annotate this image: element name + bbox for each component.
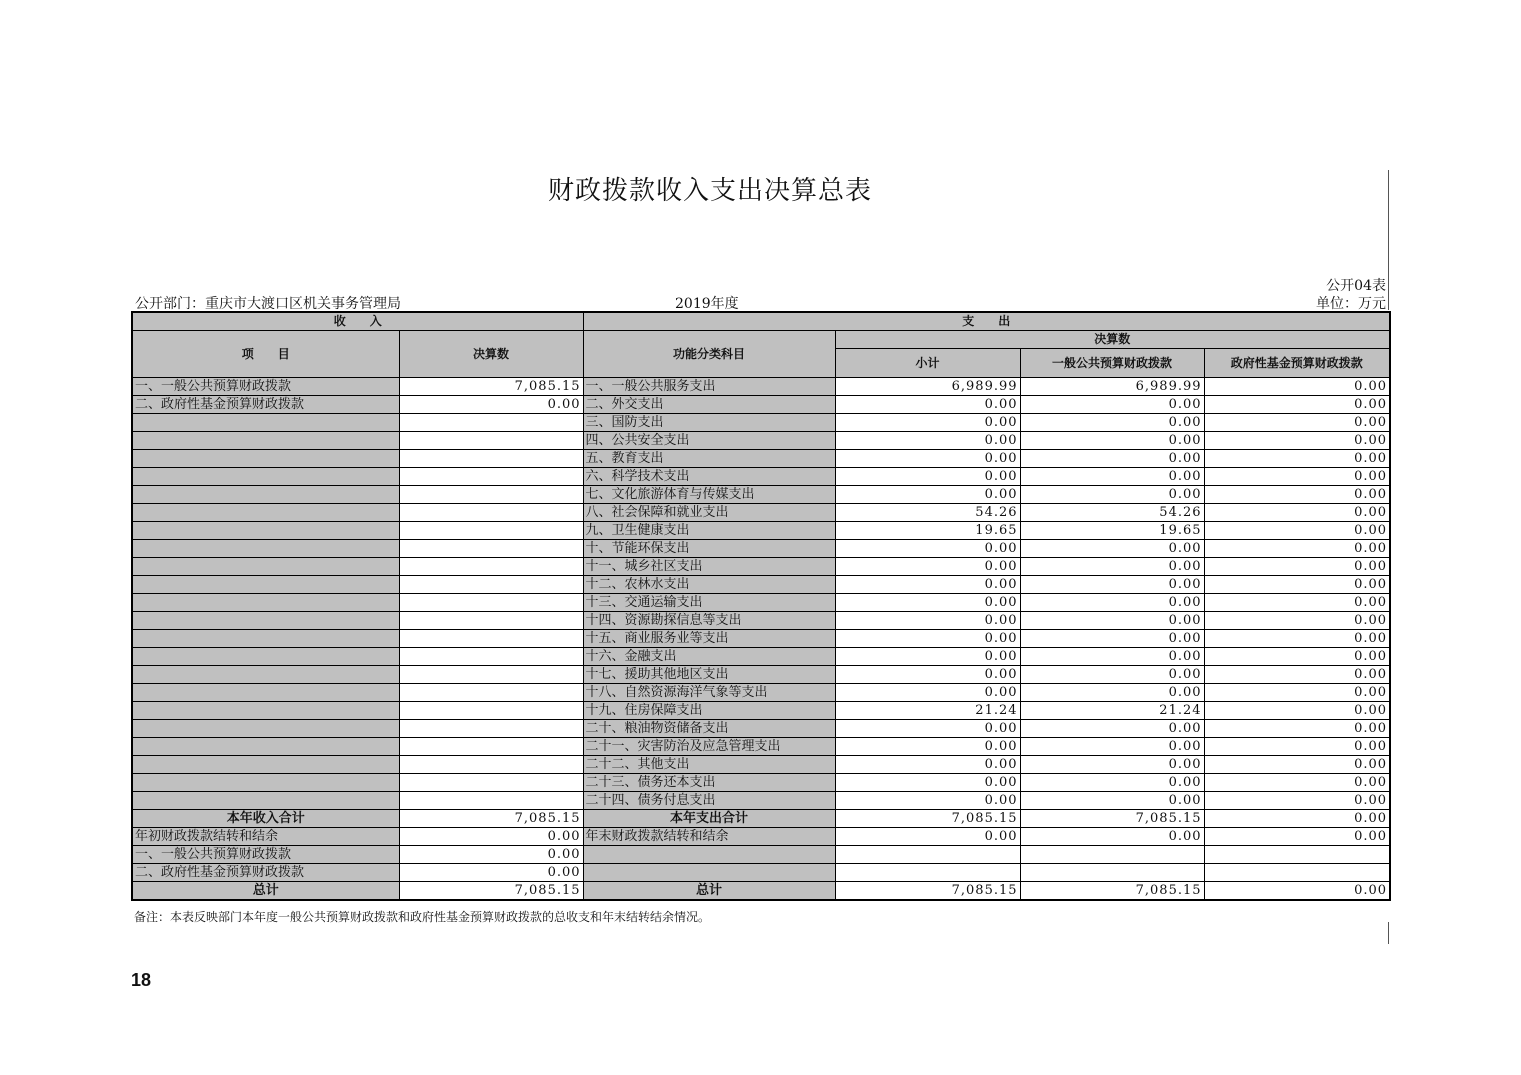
expense-fund: 0.00: [1204, 666, 1390, 684]
expense-fund: 0.00: [1204, 396, 1390, 414]
year-income-amount: 7,085.15: [399, 810, 583, 828]
gov-fund-header: 政府性基金预算财政拨款: [1204, 349, 1390, 378]
expense-fund: 0.00: [1204, 630, 1390, 648]
expense-subtotal: 0.00: [835, 432, 1020, 450]
table-row: [132, 522, 1390, 540]
expense-general: 0.00: [1020, 540, 1204, 558]
expense-item: 五、教育支出: [583, 450, 835, 468]
settlement-header: 决算数: [835, 331, 1390, 349]
end-balance-fund: 0.00: [1204, 828, 1390, 846]
empty-cell: [1020, 864, 1204, 882]
income-item: [132, 450, 399, 468]
expense-general: 0.00: [1020, 720, 1204, 738]
empty-cell: [1204, 864, 1390, 882]
expense-general: 0.00: [1020, 630, 1204, 648]
income-amount: [399, 594, 583, 612]
func-subject-header: 功能分类科目: [583, 331, 835, 378]
expense-subtotal: 0.00: [835, 684, 1020, 702]
income-amount: [399, 648, 583, 666]
expense-fund: 0.00: [1204, 486, 1390, 504]
expense-subtotal: 0.00: [835, 756, 1020, 774]
expense-general: 19.65: [1020, 522, 1204, 540]
expense-general: 0.00: [1020, 576, 1204, 594]
amount-header: 决算数: [399, 331, 583, 378]
income-amount: [399, 684, 583, 702]
expense-general: 0.00: [1020, 684, 1204, 702]
empty-cell: [583, 864, 835, 882]
table-row: [132, 666, 1390, 684]
expense-general: 6,989.99: [1020, 378, 1204, 396]
income-amount: [399, 486, 583, 504]
expense-item: 三、国防支出: [583, 414, 835, 432]
expense-subtotal: 0.00: [835, 666, 1020, 684]
begin-fund-row: [132, 864, 1390, 882]
expense-header: 支 出: [583, 312, 1390, 331]
table-row: [132, 414, 1390, 432]
item-header: 项 目: [132, 331, 399, 378]
table-row: [132, 774, 1390, 792]
expense-general: 0.00: [1020, 666, 1204, 684]
income-item: [132, 522, 399, 540]
expense-item: 十五、商业服务业等支出: [583, 630, 835, 648]
table-row: [132, 378, 1390, 396]
grand-expense-fund: 0.00: [1204, 882, 1390, 901]
end-balance-subtotal: 0.00: [835, 828, 1020, 846]
expense-item: 十一、城乡社区支出: [583, 558, 835, 576]
income-item: [132, 486, 399, 504]
expense-subtotal: 0.00: [835, 450, 1020, 468]
begin-balance-amount: 0.00: [399, 828, 583, 846]
year-total-row: [132, 810, 1390, 828]
expense-general: 0.00: [1020, 396, 1204, 414]
expense-fund: 0.00: [1204, 774, 1390, 792]
table-row: [132, 684, 1390, 702]
expense-fund: 0.00: [1204, 522, 1390, 540]
income-amount: [399, 738, 583, 756]
expense-fund: 0.00: [1204, 414, 1390, 432]
department-label: 公开部门：重庆市大渡口区机关事务管理局: [135, 296, 401, 312]
page-title: 财政拨款收入支出决算总表: [547, 176, 872, 206]
end-balance-general: 0.00: [1020, 828, 1204, 846]
right-margin-line-bottom: [1388, 922, 1389, 944]
expense-subtotal: 0.00: [835, 612, 1020, 630]
income-item: [132, 540, 399, 558]
expense-subtotal: 0.00: [835, 630, 1020, 648]
expense-subtotal: 19.65: [835, 522, 1020, 540]
table-row: [132, 576, 1390, 594]
expense-subtotal: 0.00: [835, 540, 1020, 558]
income-amount: 7,085.15: [399, 378, 583, 396]
expense-fund: 0.00: [1204, 720, 1390, 738]
expense-general: 0.00: [1020, 738, 1204, 756]
expense-fund: 0.00: [1204, 558, 1390, 576]
expense-item: 二十二、其他支出: [583, 756, 835, 774]
expense-fund: 0.00: [1204, 702, 1390, 720]
expense-subtotal: 0.00: [835, 486, 1020, 504]
income-amount: [399, 432, 583, 450]
expense-general: 0.00: [1020, 468, 1204, 486]
expense-subtotal: 0.00: [835, 558, 1020, 576]
income-amount: [399, 630, 583, 648]
income-amount: [399, 612, 583, 630]
begin-general-row: [132, 846, 1390, 864]
grand-expense-subtotal: 7,085.15: [835, 882, 1020, 901]
expense-subtotal: 0.00: [835, 594, 1020, 612]
expense-subtotal: 0.00: [835, 648, 1020, 666]
income-amount: [399, 774, 583, 792]
begin-general-label: 一、一般公共预算财政拨款: [132, 846, 399, 864]
expense-fund: 0.00: [1204, 576, 1390, 594]
income-item: [132, 666, 399, 684]
income-item: [132, 414, 399, 432]
expense-general: 0.00: [1020, 774, 1204, 792]
expense-fund: 0.00: [1204, 450, 1390, 468]
expense-fund: 0.00: [1204, 594, 1390, 612]
expense-item: 十九、住房保障支出: [583, 702, 835, 720]
year-expense-fund: 0.00: [1204, 810, 1390, 828]
expense-fund: 0.00: [1204, 648, 1390, 666]
income-amount: 0.00: [399, 396, 583, 414]
grand-income-label: 总计: [132, 882, 399, 901]
income-amount: [399, 522, 583, 540]
expense-subtotal: 0.00: [835, 774, 1020, 792]
expense-item: 十三、交通运输支出: [583, 594, 835, 612]
income-amount: [399, 576, 583, 594]
expense-subtotal: 0.00: [835, 468, 1020, 486]
page-number: 18: [131, 970, 152, 990]
begin-balance-label: 年初财政拨款结转和结余: [132, 828, 399, 846]
table-row: [132, 468, 1390, 486]
income-item: [132, 756, 399, 774]
right-margin-line: [1388, 170, 1389, 310]
begin-fund-amount: 0.00: [399, 864, 583, 882]
income-amount: [399, 414, 583, 432]
header-row-2: [132, 331, 1390, 349]
expense-fund: 0.00: [1204, 612, 1390, 630]
year-expense-general: 7,085.15: [1020, 810, 1204, 828]
empty-cell: [1204, 846, 1390, 864]
general-budget-header: 一般公共预算财政拨款: [1020, 349, 1204, 378]
expense-general: 0.00: [1020, 414, 1204, 432]
table-row: [132, 432, 1390, 450]
income-item: 一、一般公共预算财政拨款: [132, 378, 399, 396]
table-row: [132, 450, 1390, 468]
income-item: [132, 738, 399, 756]
expense-fund: 0.00: [1204, 432, 1390, 450]
expense-subtotal: 0.00: [835, 792, 1020, 810]
table-row: [132, 738, 1390, 756]
income-item: [132, 684, 399, 702]
income-amount: [399, 540, 583, 558]
table-row: [132, 486, 1390, 504]
expense-general: 21.24: [1020, 702, 1204, 720]
table-row: [132, 594, 1390, 612]
empty-cell: [1020, 846, 1204, 864]
expense-subtotal: 21.24: [835, 702, 1020, 720]
income-amount: [399, 468, 583, 486]
expense-general: 0.00: [1020, 756, 1204, 774]
balance-row: [132, 828, 1390, 846]
expense-item: 四、公共安全支出: [583, 432, 835, 450]
expense-general: 0.00: [1020, 432, 1204, 450]
table-body: [132, 312, 1390, 810]
expense-general: 0.00: [1020, 450, 1204, 468]
expense-item: 十二、农林水支出: [583, 576, 835, 594]
table-row: [132, 720, 1390, 738]
empty-cell: [583, 846, 835, 864]
expense-item: 二、外交支出: [583, 396, 835, 414]
empty-cell: [835, 864, 1020, 882]
table-note: 备注：本表反映部门本年度一般公共预算财政拨款和政府性基金预算财政拨款的总收支和年末结转结余情况。: [134, 910, 711, 924]
empty-cell: [835, 846, 1020, 864]
income-amount: [399, 504, 583, 522]
year-expense-label: 本年支出合计: [583, 810, 835, 828]
income-item: [132, 720, 399, 738]
table-row: [132, 612, 1390, 630]
expense-item: 二十一、灾害防治及应急管理支出: [583, 738, 835, 756]
income-amount: [399, 720, 583, 738]
expense-fund: 0.00: [1204, 738, 1390, 756]
income-item: [132, 630, 399, 648]
expense-general: 0.00: [1020, 486, 1204, 504]
income-item: [132, 558, 399, 576]
expense-subtotal: 0.00: [835, 414, 1020, 432]
grand-expense-general: 7,085.15: [1020, 882, 1204, 901]
subtotal-header: 小计: [835, 349, 1020, 378]
income-item: 二、政府性基金预算财政拨款: [132, 396, 399, 414]
income-amount: [399, 756, 583, 774]
year-expense-subtotal: 7,085.15: [835, 810, 1020, 828]
fiscal-year: 2019年度: [675, 296, 739, 312]
expense-item: 十六、金融支出: [583, 648, 835, 666]
header-row-1: [132, 312, 1390, 331]
income-item: [132, 468, 399, 486]
expense-fund: 0.00: [1204, 684, 1390, 702]
table-row: [132, 630, 1390, 648]
expense-item: 一、一般公共服务支出: [583, 378, 835, 396]
income-amount: [399, 450, 583, 468]
income-amount: [399, 792, 583, 810]
table-row: [132, 558, 1390, 576]
income-item: [132, 612, 399, 630]
expense-subtotal: 0.00: [835, 738, 1020, 756]
expense-item: 十、节能环保支出: [583, 540, 835, 558]
table-row: [132, 504, 1390, 522]
income-item: [132, 792, 399, 810]
table-row: [132, 702, 1390, 720]
expense-subtotal: 6,989.99: [835, 378, 1020, 396]
income-item: [132, 504, 399, 522]
year-income-label: 本年收入合计: [132, 810, 399, 828]
begin-fund-label: 二、政府性基金预算财政拨款: [132, 864, 399, 882]
table-row: [132, 648, 1390, 666]
income-item: [132, 576, 399, 594]
income-amount: [399, 558, 583, 576]
expense-fund: 0.00: [1204, 378, 1390, 396]
expense-item: 二十三、债务还本支出: [583, 774, 835, 792]
grand-total-row: [132, 882, 1390, 901]
expense-subtotal: 0.00: [835, 396, 1020, 414]
expense-fund: 0.00: [1204, 504, 1390, 522]
expense-item: 八、社会保障和就业支出: [583, 504, 835, 522]
table-row: [132, 756, 1390, 774]
expense-item: 二十、粮油物资储备支出: [583, 720, 835, 738]
expense-item: 六、科学技术支出: [583, 468, 835, 486]
table-row: [132, 396, 1390, 414]
income-item: [132, 594, 399, 612]
income-item: [132, 702, 399, 720]
begin-general-amount: 0.00: [399, 846, 583, 864]
grand-income-amount: 7,085.15: [399, 882, 583, 901]
expense-general: 0.00: [1020, 648, 1204, 666]
expense-item: 九、卫生健康支出: [583, 522, 835, 540]
expense-item: 十七、援助其他地区支出: [583, 666, 835, 684]
income-amount: [399, 666, 583, 684]
income-header: 收 入: [132, 312, 583, 331]
expense-subtotal: 0.00: [835, 576, 1020, 594]
expense-item: 十四、资源勘探信息等支出: [583, 612, 835, 630]
expense-fund: 0.00: [1204, 540, 1390, 558]
expense-item: 七、文化旅游体育与传媒支出: [583, 486, 835, 504]
totals-body: [132, 810, 1390, 901]
finance-table: [131, 311, 1391, 901]
expense-fund: 0.00: [1204, 468, 1390, 486]
expense-general: 54.26: [1020, 504, 1204, 522]
end-balance-label: 年末财政拨款结转和结余: [583, 828, 835, 846]
income-item: [132, 648, 399, 666]
expense-item: 十八、自然资源海洋气象等支出: [583, 684, 835, 702]
table-row: [132, 792, 1390, 810]
expense-fund: 0.00: [1204, 756, 1390, 774]
expense-general: 0.00: [1020, 594, 1204, 612]
expense-subtotal: 0.00: [835, 720, 1020, 738]
income-amount: [399, 702, 583, 720]
income-item: [132, 432, 399, 450]
expense-general: 0.00: [1020, 792, 1204, 810]
table-row: [132, 540, 1390, 558]
grand-expense-label: 总计: [583, 882, 835, 901]
unit-label: 单位：万元: [1316, 296, 1386, 312]
form-number: 公开04表: [1326, 278, 1386, 294]
expense-fund: 0.00: [1204, 792, 1390, 810]
expense-subtotal: 54.26: [835, 504, 1020, 522]
expense-item: 二十四、债务付息支出: [583, 792, 835, 810]
expense-general: 0.00: [1020, 558, 1204, 576]
expense-general: 0.00: [1020, 612, 1204, 630]
income-item: [132, 774, 399, 792]
